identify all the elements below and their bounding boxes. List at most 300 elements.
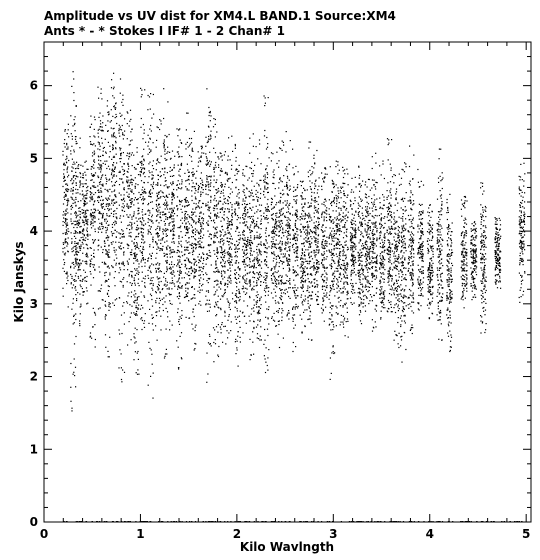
data-point [76,193,77,194]
data-point [141,260,142,261]
data-point [150,271,151,272]
data-point [194,173,195,174]
data-point [296,275,297,276]
data-point [249,316,250,317]
data-point [162,249,163,250]
data-point [217,213,218,214]
data-point [122,132,123,133]
data-point [108,206,109,207]
data-point [67,244,68,245]
data-point [144,320,145,321]
data-point [265,259,266,260]
data-point [144,241,145,242]
data-point [279,308,280,309]
data-point [123,203,124,204]
data-point [157,214,158,215]
data-point [289,259,290,260]
data-point [245,294,246,295]
data-points [62,71,525,522]
data-point [296,203,297,204]
data-point [295,166,296,167]
data-point [285,168,286,169]
data-point [278,276,279,277]
data-point [173,167,174,168]
data-point [159,227,160,228]
data-point [142,218,143,219]
data-point [236,179,237,180]
data-point [75,224,76,225]
data-point [80,246,81,247]
data-point [280,260,281,261]
data-point [98,192,99,193]
data-point [159,268,160,269]
data-point [264,187,265,188]
data-point [106,232,107,233]
data-point [271,253,272,254]
data-point [98,142,99,143]
data-point [275,188,276,189]
data-point [63,225,64,226]
data-point [94,324,95,325]
data-point [267,143,268,144]
data-point [224,214,225,215]
data-point [227,252,228,253]
data-point [113,135,114,136]
data-point [265,207,266,208]
data-point [217,355,218,356]
data-point [301,264,302,265]
data-point [224,211,225,212]
data-point [305,266,306,267]
data-point [170,273,171,274]
data-point [129,185,130,186]
data-point [71,178,72,179]
data-point [243,219,244,220]
data-point [287,187,288,188]
data-point [63,244,64,245]
data-point [75,313,76,314]
data-point [87,169,88,170]
data-point [138,208,139,209]
data-point [78,208,79,209]
data-point [224,266,225,267]
data-point [252,255,253,256]
data-point [245,288,246,289]
data-point [119,133,120,134]
data-point [303,278,304,279]
data-point [166,247,167,248]
data-point [164,221,165,222]
data-point [82,260,83,261]
data-point [163,277,164,278]
data-point [236,157,237,158]
data-point [288,222,289,223]
data-point [95,187,96,188]
data-point [127,269,128,270]
data-point [79,220,80,221]
data-point [228,187,229,188]
data-point [191,268,192,269]
data-point [240,337,241,338]
data-point [90,180,91,181]
data-point [266,240,267,241]
data-point [161,248,162,249]
data-point [250,359,251,360]
data-point [153,373,154,374]
data-point [249,138,250,139]
data-point [111,109,112,110]
data-point [303,227,304,228]
data-point [73,247,74,248]
data-point [101,88,102,89]
data-point [200,277,201,278]
data-point [116,123,117,124]
data-point [167,229,168,230]
data-point [73,189,74,190]
data-point [91,209,92,210]
data-point [290,298,291,299]
data-point [297,265,298,266]
data-point [172,176,173,177]
data-point [64,139,65,140]
data-point [228,196,229,197]
data-point [114,169,115,170]
data-point [278,182,279,183]
data-point [62,268,63,269]
data-point [249,297,250,298]
data-point [136,217,137,218]
data-point [229,209,230,210]
data-point [128,264,129,265]
data-point [224,199,225,200]
data-point [109,169,110,170]
data-point [163,212,164,213]
data-point [280,251,281,252]
data-point [98,98,99,99]
data-point [278,324,279,325]
data-point [137,259,138,260]
data-point [132,165,133,166]
data-point [286,289,287,290]
data-point [257,235,258,236]
data-point [64,213,65,214]
data-point [162,299,163,300]
data-point [108,142,109,143]
data-point [93,204,94,205]
data-point [251,210,252,211]
data-point [297,250,298,251]
data-point [281,220,282,221]
data-point [308,147,309,148]
data-point [300,230,301,231]
data-point [99,144,100,145]
data-point [82,213,83,214]
data-point [236,347,237,348]
data-point [300,236,301,237]
data-point [64,192,65,193]
data-point [244,203,245,204]
data-point [224,250,225,251]
data-point [179,274,180,275]
data-point [90,266,91,267]
data-point [64,242,65,243]
data-point [221,248,222,249]
data-point [174,286,175,287]
data-point [256,246,257,247]
data-point [147,204,148,205]
data-point [249,216,250,217]
data-point [243,256,244,257]
data-point [179,128,180,129]
data-point [170,158,171,159]
data-point [163,118,164,119]
data-point [215,124,216,125]
data-point [176,185,177,186]
data-point [63,242,64,243]
data-point [109,274,110,275]
data-point [199,280,200,281]
data-point [259,310,260,311]
data-point [74,255,75,256]
data-point [136,273,137,274]
data-point [66,213,67,214]
data-point [142,217,143,218]
data-point [193,259,194,260]
data-point [67,176,68,177]
data-point [178,188,179,189]
data-point [209,334,210,335]
data-point [74,124,75,125]
data-point [184,226,185,227]
data-point [251,242,252,243]
data-point [179,200,180,201]
data-point [225,232,226,233]
data-point [216,280,217,281]
data-point [76,106,77,107]
data-point [300,259,301,260]
data-point [188,275,189,276]
data-point [309,205,310,206]
data-point [203,213,204,214]
data-point [200,224,201,225]
data-point [218,307,219,308]
data-point [265,291,266,292]
data-point [216,179,217,180]
data-point [166,159,167,160]
data-point [120,127,121,128]
data-point [126,155,127,156]
data-point [121,129,122,130]
data-point [74,287,75,288]
data-point [280,227,281,228]
data-point [213,227,214,228]
data-point [181,209,182,210]
data-point [287,207,288,208]
data-point [191,299,192,300]
data-point [147,146,148,147]
data-point [245,224,246,225]
data-point [173,211,174,212]
data-point [72,193,73,194]
data-point [259,238,260,239]
data-point [79,232,80,233]
data-point [311,196,312,197]
data-point [221,249,222,250]
data-point [194,221,195,222]
data-point [280,249,281,250]
data-point [115,196,116,197]
data-point [99,271,100,272]
data-point [203,268,204,269]
data-point [100,288,101,289]
data-point [134,252,135,253]
data-point [292,149,293,150]
data-point [173,238,174,239]
data-point [157,226,158,227]
data-point [105,306,106,307]
data-point [71,241,72,242]
data-point [265,179,266,180]
data-point [86,183,87,184]
data-point [254,305,255,306]
data-point [223,192,224,193]
data-point [79,294,80,295]
data-point [251,162,252,163]
data-point [256,282,257,283]
data-point [237,349,238,350]
data-point [253,354,254,355]
data-point [278,321,279,322]
data-point [311,267,312,268]
data-point [177,296,178,297]
data-point [135,177,136,178]
data-point [271,280,272,281]
data-point [275,220,276,221]
data-point [239,276,240,277]
data-point [235,209,236,210]
data-point [263,191,264,192]
data-point [123,199,124,200]
data-point [63,214,64,215]
data-point [73,182,74,183]
data-point [164,214,165,215]
data-point [214,235,215,236]
data-point [134,167,135,168]
data-point [176,206,177,207]
data-point [137,353,138,354]
data-point [143,192,144,193]
data-point [163,192,164,193]
data-point [152,290,153,291]
data-point [119,147,120,148]
data-point [66,144,67,145]
data-point [76,175,77,176]
data-point [276,202,277,203]
data-point [282,181,283,182]
data-point [179,259,180,260]
data-point [278,310,279,311]
data-point [144,285,145,286]
data-point [294,314,295,315]
data-point [143,149,144,150]
data-point [163,174,164,175]
data-point [141,194,142,195]
data-point [98,228,99,229]
data-point [137,245,138,246]
data-point [199,158,200,159]
data-point [140,171,141,172]
data-point [305,226,306,227]
data-point [169,300,170,301]
data-point [152,323,153,324]
data-point [287,203,288,204]
data-point [67,168,68,169]
data-point [141,118,142,119]
data-point [93,143,94,144]
data-point [189,268,190,269]
data-point [106,181,107,182]
data-point [249,244,250,245]
data-point [214,168,215,169]
data-point [119,272,120,273]
data-point [131,227,132,228]
data-point [296,202,297,203]
data-point [106,168,107,169]
data-point [76,223,77,224]
data-point [281,237,282,238]
data-point [166,203,167,204]
data-point [98,249,99,250]
data-point [109,273,110,274]
data-point [237,173,238,174]
data-point [203,235,204,236]
data-point [80,214,81,215]
data-point [179,251,180,252]
data-point [195,248,196,249]
data-point [99,197,100,198]
data-point [86,253,87,254]
data-point [305,198,306,199]
data-point [191,180,192,181]
data-point [85,195,86,196]
data-point [297,195,298,196]
data-point [138,198,139,199]
data-point [157,228,158,229]
data-point [66,183,67,184]
data-point [215,280,216,281]
data-point [216,216,217,217]
data-point [303,188,304,189]
data-point [105,301,106,302]
data-point [119,113,120,114]
data-point [210,244,211,245]
data-point [166,262,167,263]
data-point [181,273,182,274]
data-point [121,199,122,200]
x-tick-label: 3 [329,527,338,541]
data-point [102,216,103,217]
data-point [170,217,171,218]
data-point [201,152,202,153]
data-point [301,280,302,281]
data-point [172,278,173,279]
data-point [213,327,214,328]
data-point [105,125,106,126]
data-point [142,198,143,199]
data-point [167,269,168,270]
data-point [124,205,125,206]
data-point [95,346,96,347]
